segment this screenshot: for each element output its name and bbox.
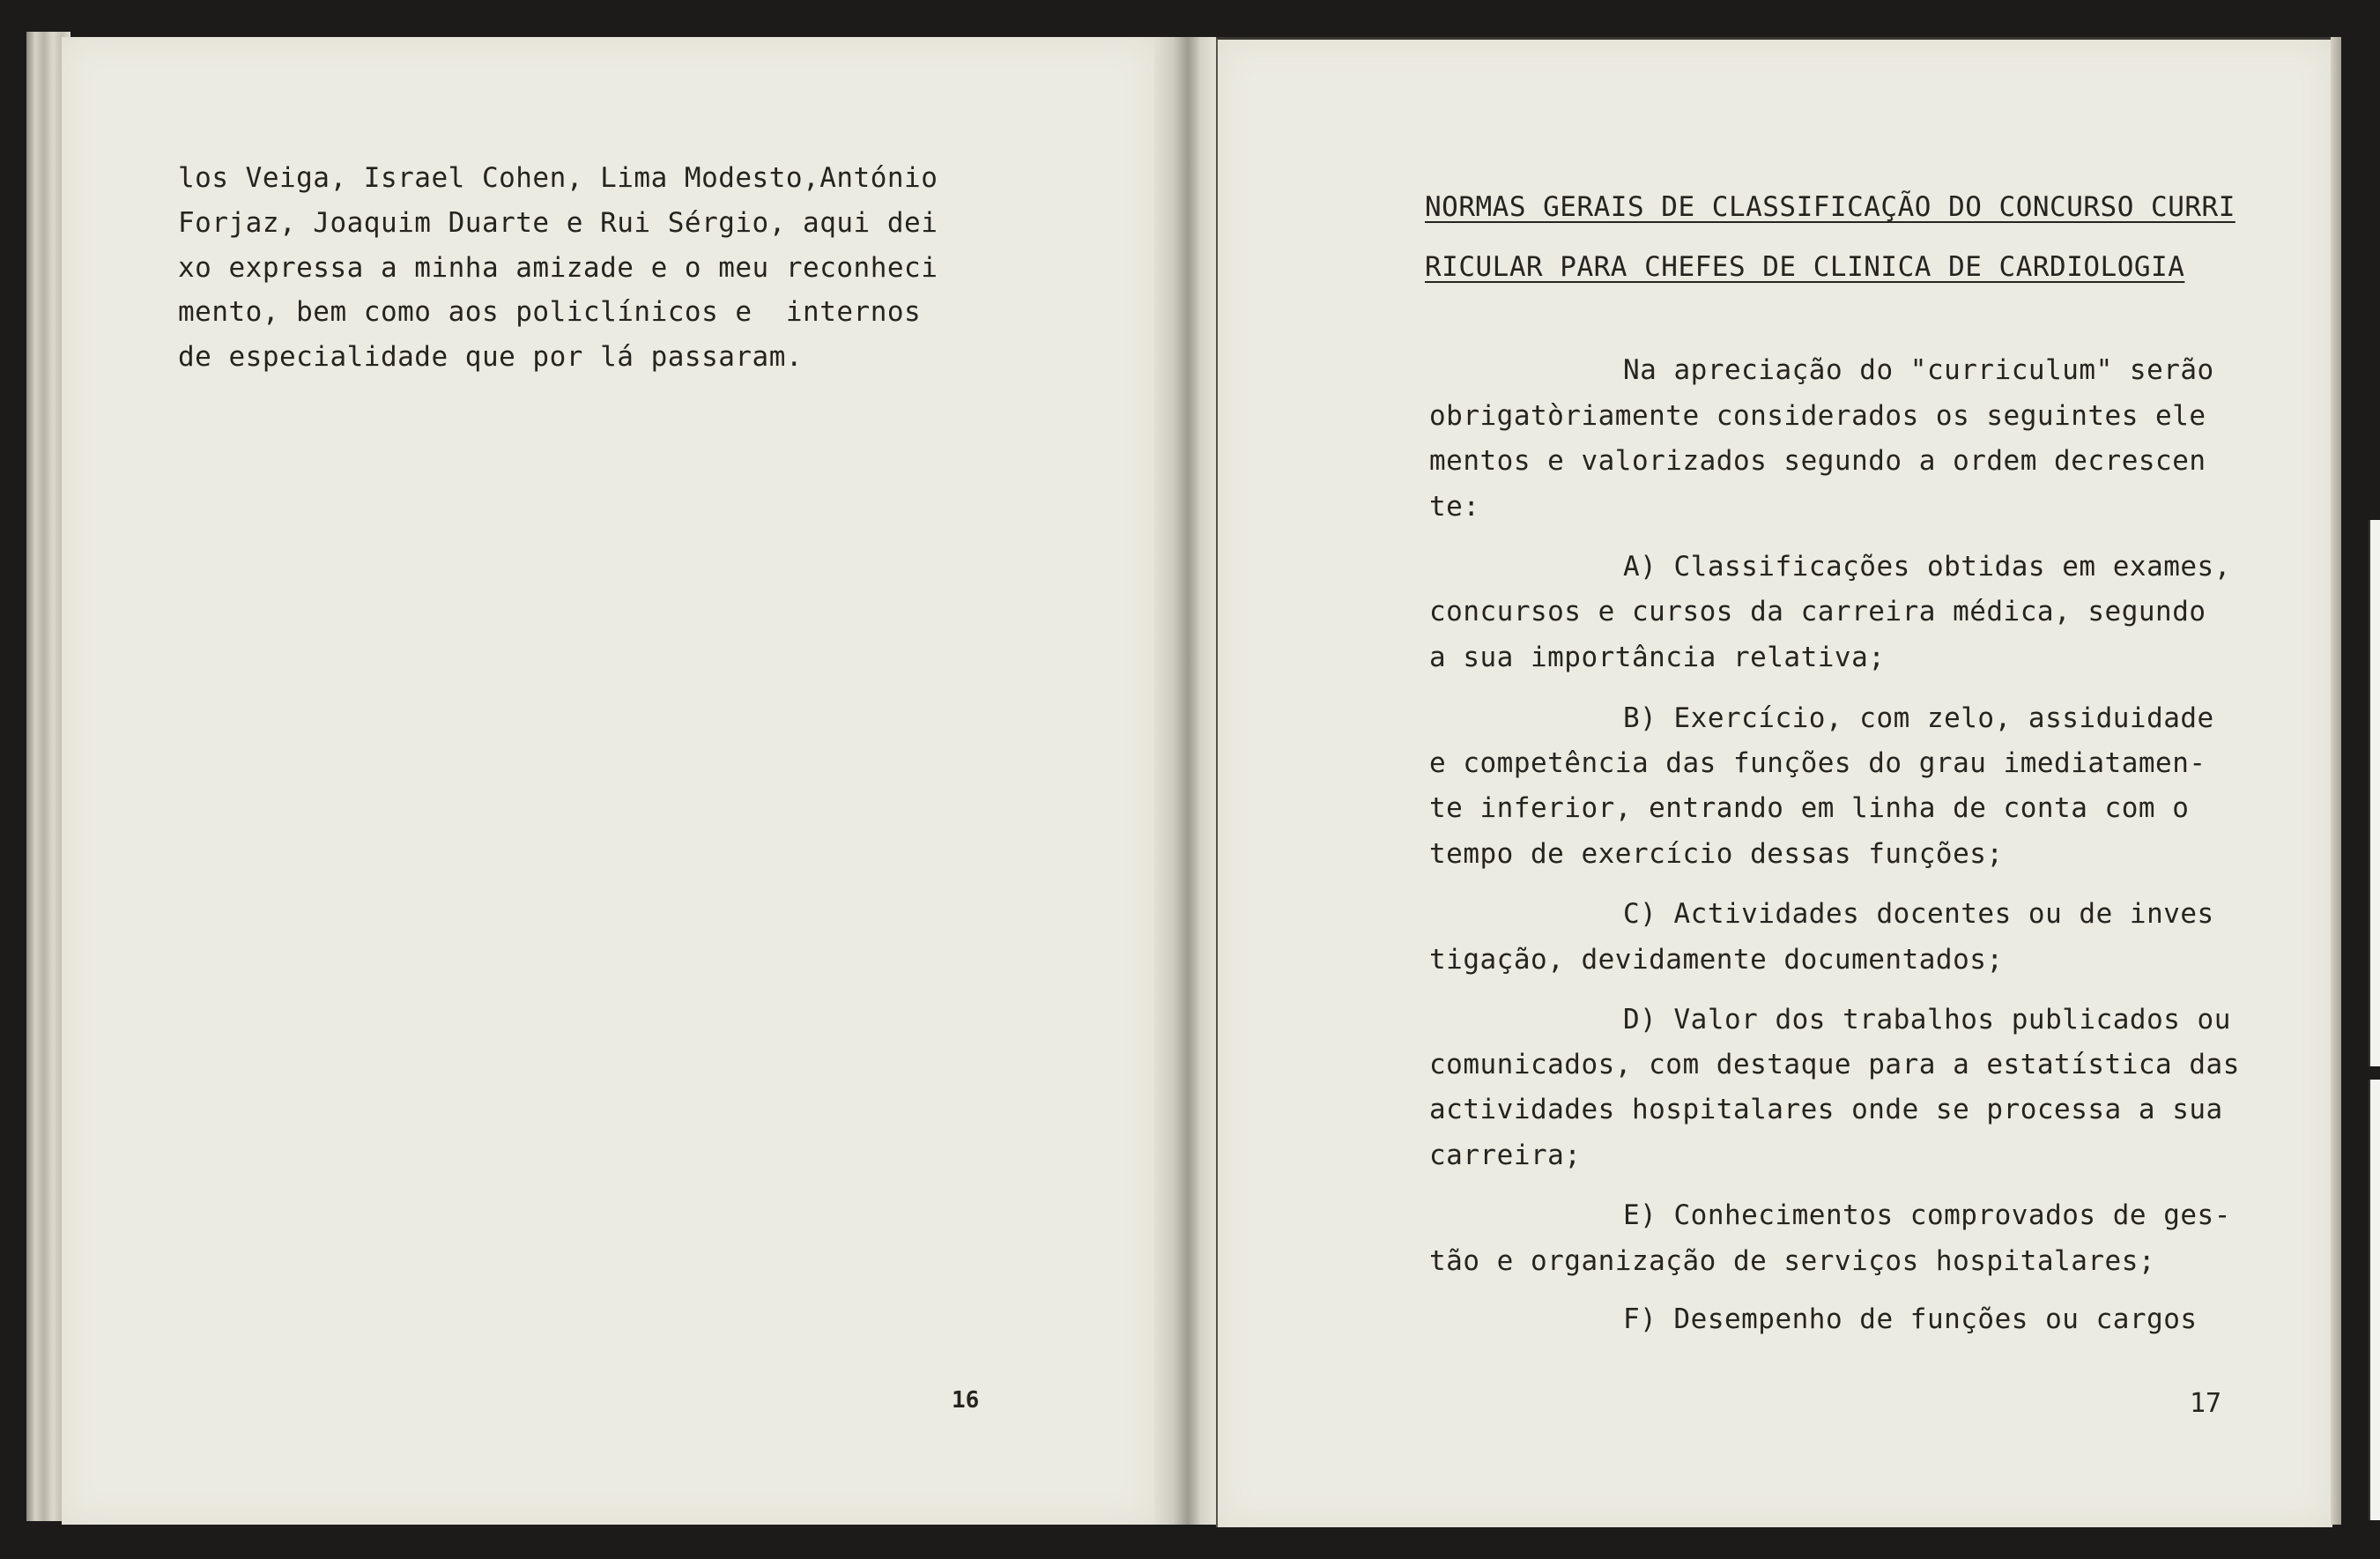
right-page-edge: [2331, 37, 2341, 1525]
body-line-2: obrigatòriamente considerados os seguintes ele: [1429, 400, 2206, 432]
item-c-line-2: tigação, devidamente documentados;: [1429, 944, 2004, 976]
left-page: [62, 37, 1154, 1525]
item-d-line-2: comunicados, com destaque para a estatística das: [1429, 1049, 2240, 1080]
item-d-line-3: actividades hospitalares onde se processa a sua: [1429, 1094, 2223, 1125]
item-b-line-2: e competência das funções do grau imediatamen-: [1429, 747, 2206, 779]
item-a-line-2: concursos e cursos da carreira médica, segundo: [1429, 596, 2206, 627]
body-line-1: Na apreciação do "curriculum" serão: [1623, 354, 2214, 386]
item-b-line-4: tempo de exercício dessas funções;: [1429, 838, 2004, 870]
item-e-line-1: E) Conhecimentos comprovados de ges-: [1623, 1199, 2231, 1231]
item-a-line-3: a sua importância relativa;: [1429, 642, 1886, 673]
left-text-line-5: de especialidade que por lá passaram.: [178, 341, 804, 373]
right-page-number: 17: [2190, 1388, 2222, 1419]
item-d-line-4: carreira;: [1429, 1140, 1582, 1171]
item-b-line-1: B) Exercício, com zelo, assiduidade: [1623, 702, 2214, 734]
right-page: [1216, 37, 2332, 1527]
item-c-line-1: C) Actividades docentes ou de inves: [1623, 898, 2214, 930]
item-b-line-3: te inferior, entrando em linha de conta com o: [1429, 792, 2190, 824]
scale-bar-upper: [2369, 520, 2380, 1066]
scale-bar-lower: [2369, 1080, 2380, 1520]
item-f-line-1: F) Desempenho de funções ou cargos: [1623, 1303, 2198, 1335]
left-text-line-3: xo expressa a minha amizade e o meu reconheci: [178, 252, 938, 284]
book-gutter: [1154, 37, 1216, 1525]
section-title-line-2: RICULAR PARA CHEFES DE CLINICA DE CARDIOLOGIA: [1425, 251, 2185, 283]
left-text-line-2: Forjaz, Joaquim Duarte e Rui Sérgio, aqui dei: [178, 207, 938, 239]
body-line-4: te:: [1429, 491, 1480, 523]
left-text-line-4: mento, bem como aos policlínicos e internos: [178, 296, 922, 328]
left-text-line-1: los Veiga, Israel Cohen, Lima Modesto,António: [178, 162, 938, 194]
item-e-line-2: tão e organização de serviços hospitalares;: [1429, 1245, 2156, 1277]
item-a-line-1: A) Classificações obtidas em exames,: [1623, 551, 2231, 583]
item-d-line-1: D) Valor dos trabalhos publicados ou: [1623, 1004, 2231, 1036]
section-title-line-1: NORMAS GERAIS DE CLASSIFICAÇÃO DO CONCURSO CURRI: [1425, 191, 2235, 223]
left-page-number: 16: [952, 1387, 980, 1414]
body-line-3: mentos e valorizados segundo a ordem decrescen: [1429, 445, 2206, 477]
